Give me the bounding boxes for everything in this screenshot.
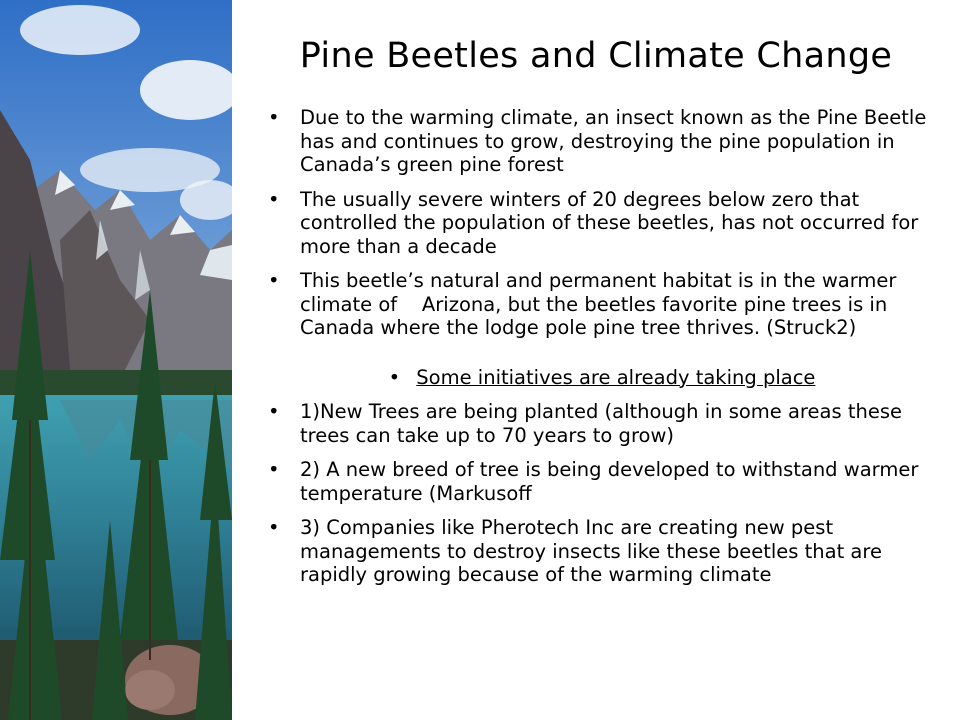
slide-title: Pine Beetles and Climate Change <box>299 36 893 76</box>
bullet-text: Due to the warming climate, an insect known as the Pine Beetle has and continues to grow, destroying the pine population in Canada’s green pine forest <box>300 106 927 176</box>
bullet-item-heading <box>266 366 938 390</box>
bullet-item <box>266 458 938 505</box>
bullet-marker: • <box>268 106 280 129</box>
bullet-text: The usually severe winters of 20 degrees below zero that controlled the population of these beetles, has not occurred for more than a decade <box>300 187 919 258</box>
bullet-item <box>266 106 938 177</box>
bullet-text: 3) Companies like Pherotech Inc are creating new pest managements to destroy insects like these beetles that are rapidly growing because of the warming climate <box>300 516 882 586</box>
mountain-lake-image <box>0 0 232 720</box>
bullet-marker: • <box>268 187 280 211</box>
bullet-item <box>266 400 938 447</box>
bullet-marker: • <box>268 516 280 539</box>
bullet-item <box>266 516 938 587</box>
bullet-marker: • <box>268 269 280 292</box>
bullet-list <box>266 106 938 598</box>
bullet-item <box>266 269 938 340</box>
bullet-text: 2) A new breed of tree is being developed to withstand warmer temperature (Markusoff <box>300 458 919 505</box>
bullet-marker: • <box>388 365 401 389</box>
bullet-text: This beetle’s natural and permanent habitat is in the warmer climate of Arizona, but the beetles favorite pine trees is in Canada where the lodge pole pine tree thrives. (Struck2) <box>300 269 903 339</box>
bullet-text: 1)New Trees are being planted (although in some areas these trees can take up to 70 years to grow) <box>300 400 902 447</box>
initiatives-heading: Some initiatives are already taking place <box>416 365 816 389</box>
bullet-marker: • <box>268 458 280 481</box>
bullet-item <box>266 188 938 259</box>
bullet-marker: • <box>268 400 280 423</box>
